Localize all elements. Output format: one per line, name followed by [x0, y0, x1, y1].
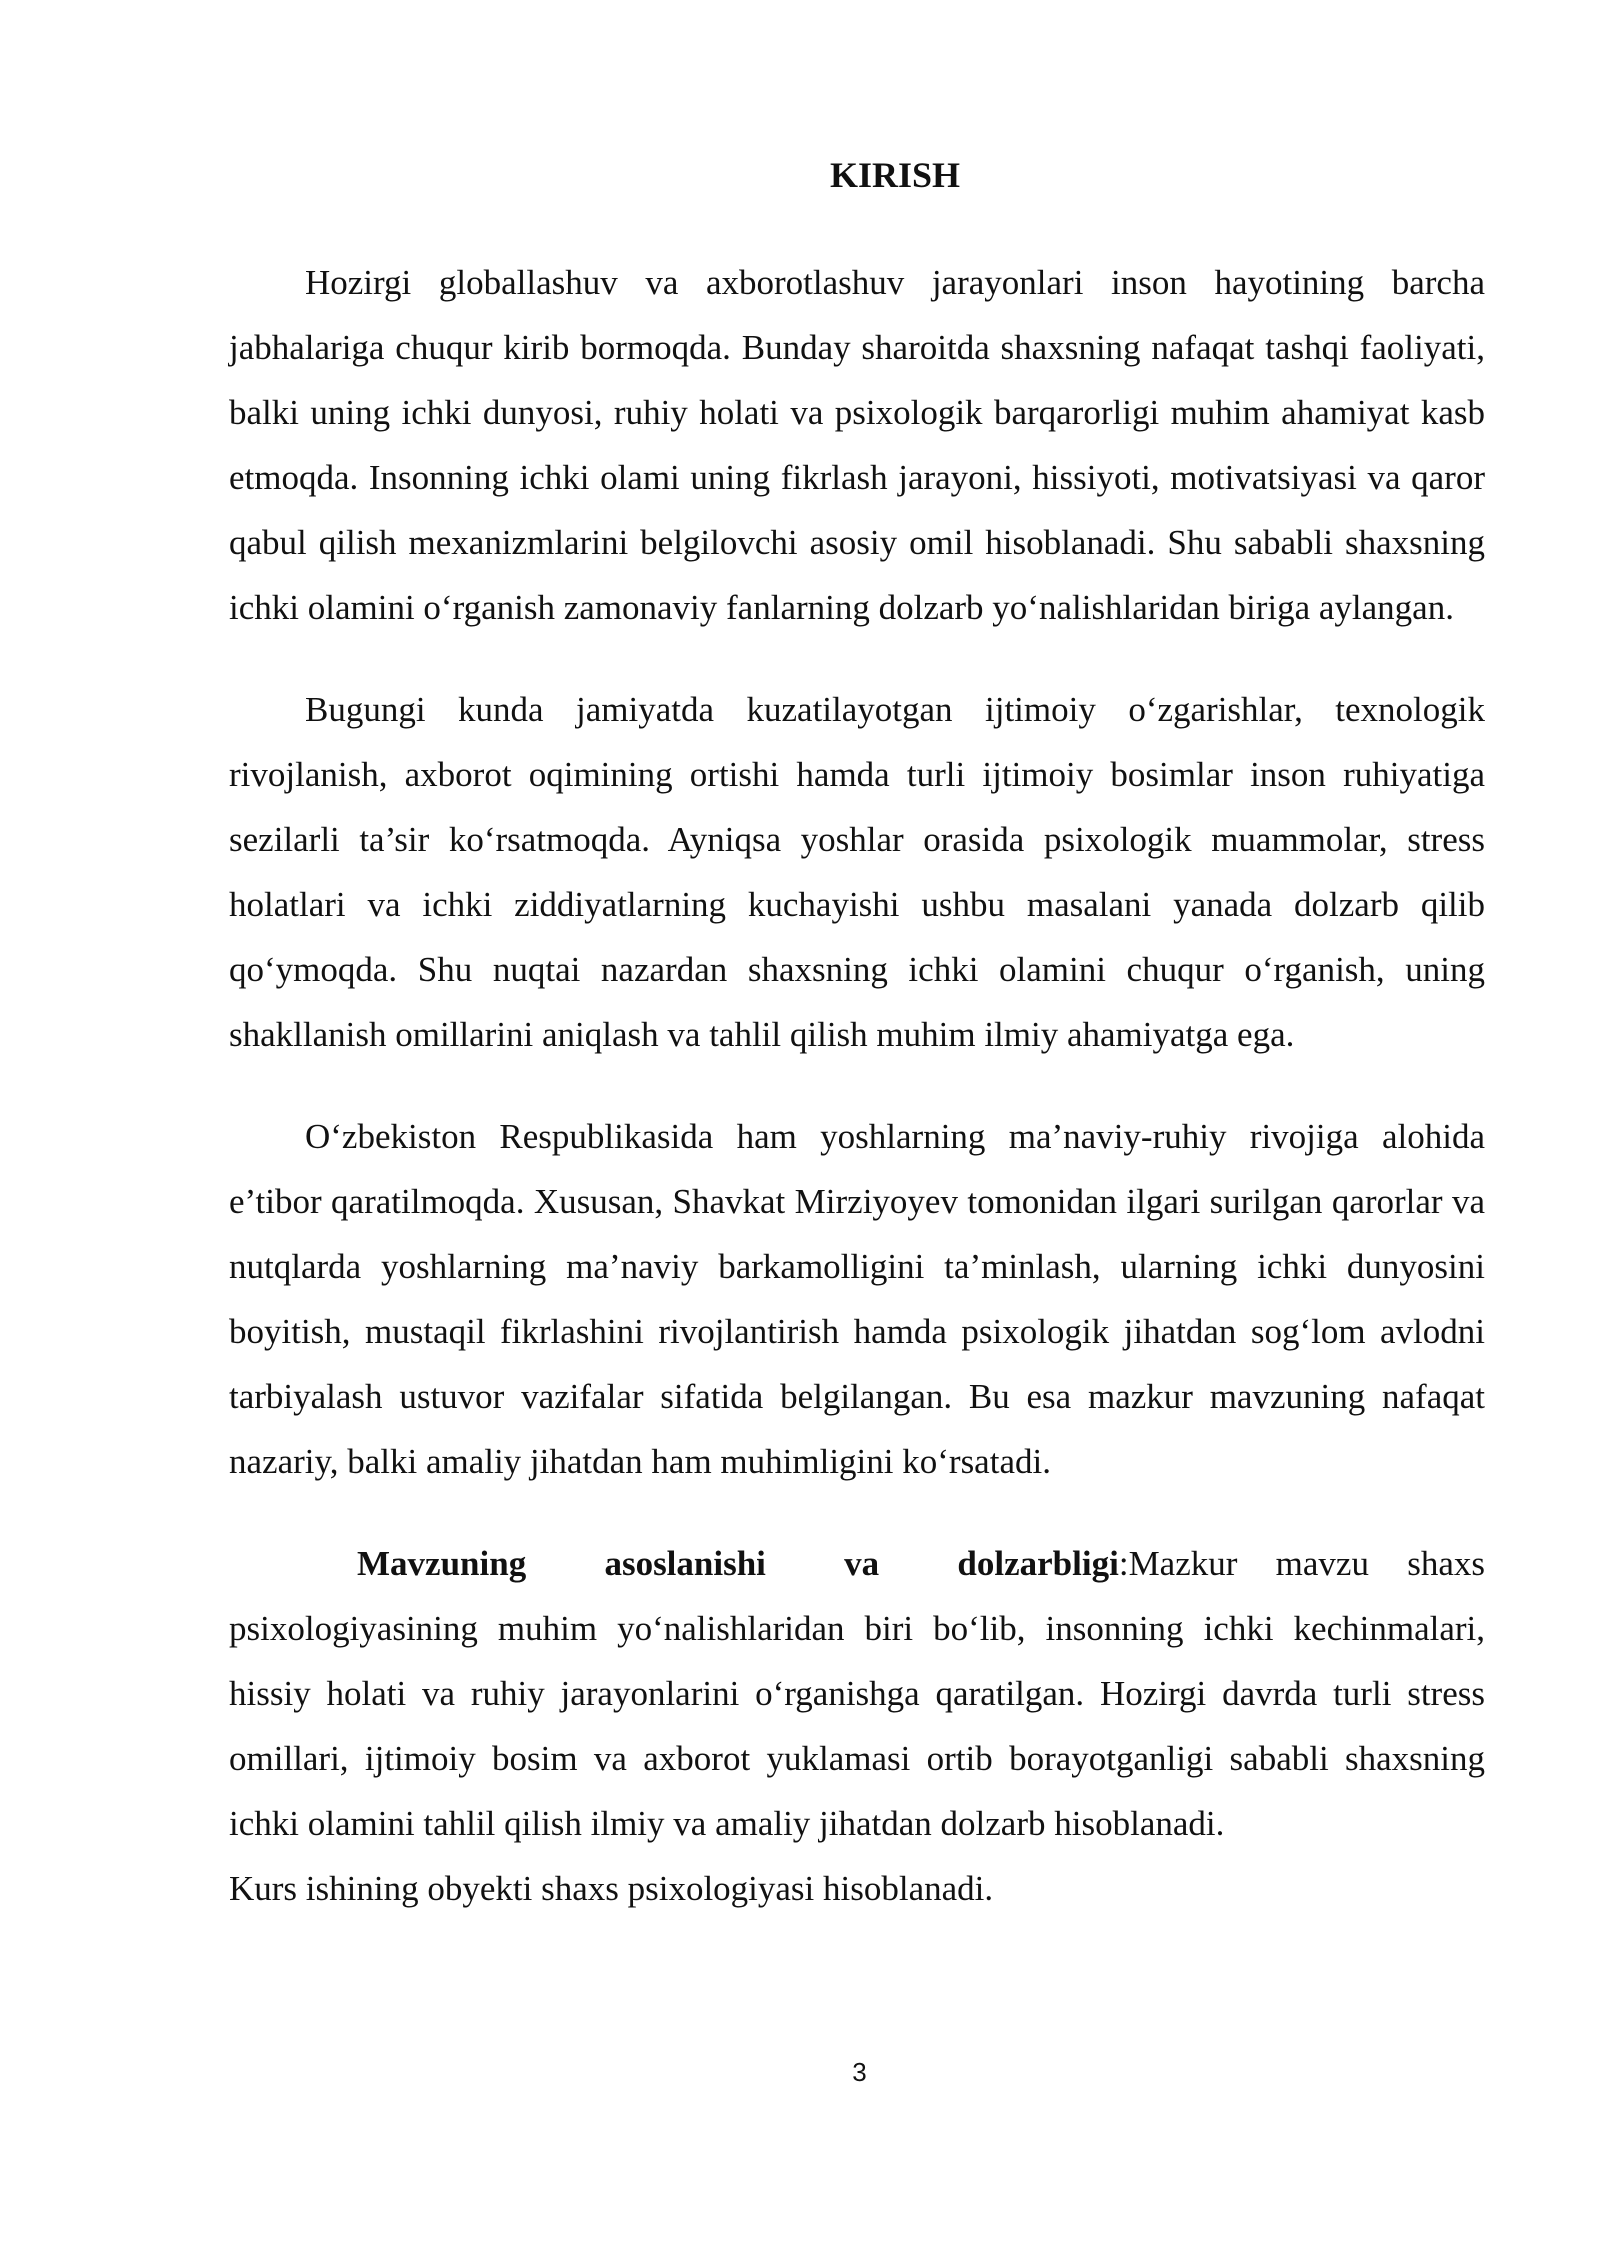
relevance-text: Mazkur mavzu shaxs psixologiyasining muhim yo‘nalishlaridan biri bo‘lib, insonning ichki kechinmalari, hissiy holati va ruhiy jarayonlarini o‘rganishga qaratilgan. Hozirgi davrda turli stress omillari, ijtimoiy bosim va axborot yuklamasi ortib borayotganligi sababli shaxsning ichki olamini tahlil qilish ilmiy va amaliy jihatdan dolzarb hisoblanadi. — [229, 1544, 1485, 1843]
paragraph-uzbekistan-youth: O‘zbekiston Respublikasida ham yoshlarning ma’naviy-ruhiy rivojiga alohida e’tibor qaratilmoqda. Xususan, Shavkat Mirziyoyev tomonidan ilgari surilgan qarorlar va nutqlarda yoshlarning ma’naviy barkamolligini ta’minlash, ularning ichki dunyosini boyitish, mustaqil fikrlashini rivojlantirish hamda psixologik jihatdan sog‘lom avlodni tarbiyalash ustuvor vazifalar sifatida belgilangan. Bu esa mazkur mavzuning nafaqat nazariy, balki amaliy jihatdan ham muhimligini ko‘rsatadi. — [229, 1117, 1485, 1481]
page-number: 3 — [852, 2057, 867, 2087]
relevance-heading: Mavzuning asoslanishi va dolzarbligi — [357, 1544, 1119, 1583]
body-text — [229, 250, 1485, 1921]
paragraph-relevance — [229, 1531, 1485, 1856]
relevance-separator: : — [1118, 1544, 1129, 1583]
paragraph-social-changes: Bugungi kunda jamiyatda kuzatilayotgan ijtimoiy o‘zgarishlar, texnologik rivojlanish, axborot oqimining ortishi hamda turli ijtimoiy bosimlar inson ruhiyatiga sezilarli ta’sir ko‘rsatmoqda. Ayniqsa yoshlar orasida psixologik muammolar, stress holatlari va ichki ziddiyatlarning kuchayishi ushbu masalani yanada dolzarb qilib qo‘ymoqda. Shu nuqtai nazardan shaxsning ichki olamini chuqur o‘rganish, uning shakllanish omillarini aniqlash va tahlil qilish muhim ilmiy ahamiyatga ega. — [229, 690, 1485, 1054]
paragraph-research-object: Kurs ishining obyekti shaxs psixologiyasi hisoblanadi. — [229, 1869, 994, 1908]
paragraph-globalization: Hozirgi globallashuv va axborotlashuv jarayonlari inson hayotining barcha jabhalariga chuqur kirib bormoqda. Bunday sharoitda shaxsning nafaqat tashqi faoliyati, balki uning ichki dunyosi, ruhiy holati va psixologik barqarorligi muhim ahamiyat kasb etmoqda. Insonning ichki olami uning fikrlash jarayoni, hissiyoti, motivatsiyasi va qaror qabul qilish mexanizmlarini belgilovchi asosiy omil hisoblanadi. Shu sababli shaxsning ichki olamini o‘rganish zamonaviy fanlarning dolzarb yo‘nalishlaridan biriga aylangan. — [229, 263, 1485, 627]
section-title: KIRISH — [829, 155, 961, 195]
